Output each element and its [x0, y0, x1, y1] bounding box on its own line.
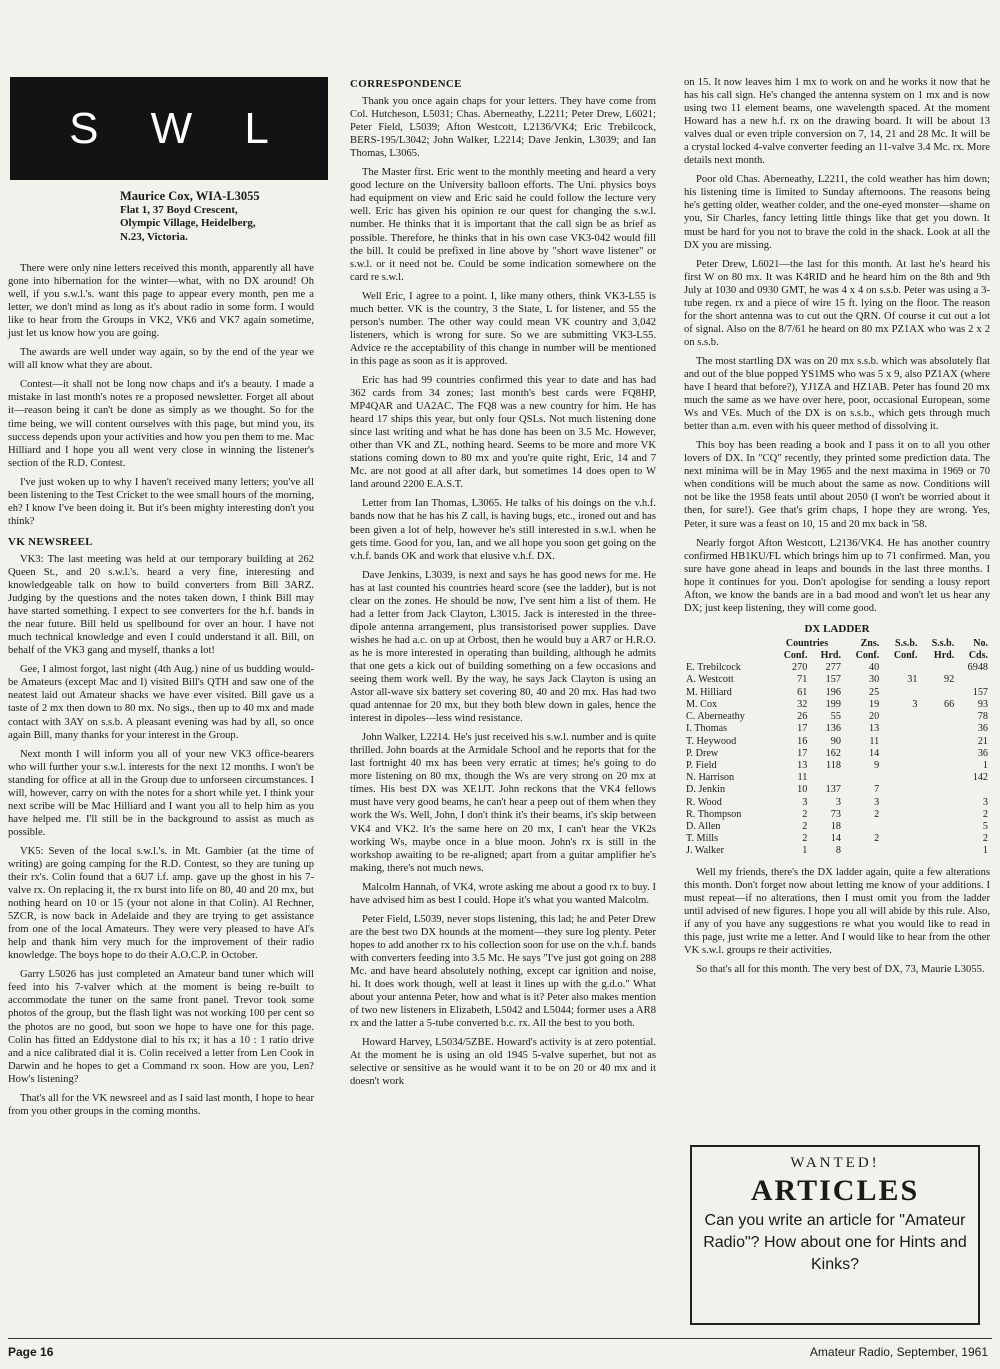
- paragraph: Howard Harvey, L5034/5ZBE. Howard's activity is at zero potential. At the moment he is using an old 1945 5-valve superhet, but not as selective or sensitive as he would want it to be on 20 or 40 mx and it doesn't work: [350, 1037, 656, 1088]
- ladder-value-cell: 137: [825, 784, 841, 796]
- table-row: [684, 662, 990, 674]
- ladder-value-cell: [919, 833, 956, 845]
- ladder-name-cell: J. Walker: [686, 845, 725, 857]
- ladder-value-cell: 9: [874, 759, 880, 771]
- ladder-name-cell: T. Heywood: [686, 735, 737, 747]
- ladder-value-cell: 8: [835, 845, 841, 857]
- ladder-value-cell: 20: [869, 711, 880, 723]
- table-header-cell: Hrd.: [933, 650, 955, 662]
- ladder-value-cell: 18: [830, 820, 841, 832]
- table-header-cell: Conf.: [783, 650, 808, 662]
- table-header-row: [684, 638, 990, 650]
- paragraph: John Walker, L2214. He's just received his s.w.l. number and is quite thrilled. John boards at the Armidale School and he reports that for the last fortnight 40 mx has been very erratic at times; he's going to do more listening on 80 mx, though the Ws are very strong on 20 mx at times. His best DX was XE1JT. John reckons that the VK4 fellows must have very good beams, he can't hear a peep out of them when they work the Ws. Well, John, I don't think it's their beams, it's skip between VK4 and VK2. It's the same here on 20 mx, I can't hear the VK2s working Ws, maybe once in a blue moon. John's rx is still in the workshop awaiting to be re-aligned; apart from a guitar amplifier he's making, there's not much news.: [350, 732, 656, 874]
- ladder-value-cell: 2: [802, 820, 808, 832]
- table-header-cell: S.s.b.: [894, 637, 918, 649]
- ladder-value-cell: 136: [825, 723, 841, 735]
- ladder-value-cell: [881, 687, 919, 699]
- ladder-value-cell: 40: [869, 662, 880, 674]
- wanted-text: Can you write an article for "Amateur Radio"? How about one for Hints and Kinks?: [703, 1212, 967, 1273]
- section-title: S W L: [10, 77, 328, 180]
- ladder-value-cell: [919, 821, 956, 833]
- table-row: [684, 760, 990, 772]
- ladder-value-cell: 2: [874, 833, 880, 845]
- ladder-value-cell: 1: [982, 845, 988, 857]
- ladder-value-cell: [881, 833, 919, 845]
- ladder-value-cell: 13: [869, 723, 880, 735]
- ladder-name-cell: R. Wood: [686, 796, 722, 808]
- column-1: [8, 262, 314, 1124]
- ladder-value-cell: 2: [874, 808, 880, 820]
- ladder-value-cell: 25: [869, 686, 880, 698]
- ladder-value-cell: [919, 723, 956, 735]
- table-header-cell: No.: [973, 637, 988, 649]
- ladder-value-cell: [881, 809, 919, 821]
- paragraph: Peter Drew, L6021—the last for this month. At last he's heard his first W on 80 mx. It was K4RID and he heard him on the 8th and 9th July at 1030 and 0930 GMT, he was 4 x 4 on s.s.b. Peter was using a 3-tube regen. rx and a piece of wire 15 ft. lying on the floor. The reason for the short antenna was to cut out the QRN. Of course it cut out a lot of signal. Also on the 8/7/61 he heard on 80 mx PZ1AX who was 2 x 2 on s.s.b.: [684, 258, 990, 348]
- ladder-value-cell: 11: [869, 735, 880, 747]
- dx-ladder-title: DX LADDER: [804, 622, 870, 635]
- page-number: Page 16: [8, 1345, 54, 1359]
- paragraph: Dave Jenkins, L3039, is next and says he has good news for me. He has at last counted his countries heard score (see the ladder), but is not clear on the zones. He should be now, I've sent him a list of them. He had a letter from Jack Clayton, L3015. Jack is interested in the three-dipole antenna arrangement, plus transistorised power supplies. Dave wishes he had a.c. on up at Orbost, then he would buy a AR7 or H.R.O. as he is more interested in operating than building, although he admits that one gets a kick out of building something on a few occasions and seeing them work well. By the way, he says Jack Clayton is using an Astor all-wave six battery set covering 80, 40 and 20 mx. Has had two quad antennae for 20 mx, but they both blew down in gales, hence the interest in dipoles—less wind resistance.: [350, 569, 656, 725]
- articles-heading: ARTICLES: [750, 1174, 920, 1207]
- ladder-value-cell: 196: [825, 686, 841, 698]
- ladder-value-cell: 2: [982, 808, 988, 820]
- publication-line: Amateur Radio, September, 1961: [809, 1345, 988, 1359]
- table-row: [684, 687, 990, 699]
- ladder-value-cell: 2: [802, 833, 808, 845]
- ladder-value-cell: [843, 821, 881, 833]
- paragraph: The awards are well under way again, so by the end of the year we will all know what they are about.: [8, 347, 314, 372]
- ladder-value-cell: [956, 674, 990, 686]
- ladder-value-cell: 11: [797, 772, 808, 784]
- table-header-cell: [684, 638, 771, 650]
- paragraph: Nearly forgot Afton Westcott, L2136/VK4. He has another country confirmed HB1KU/FL which brings him up to 71 confirmed. Man, you sure have gone ahead in leaps and bounds in the last three months. I hope it continues for you. Don't apologise for sending a lousy report Afton, we know the bands are in a bad mood and won't let us hear any DX; just keep listening, they will come good.: [684, 537, 990, 614]
- ladder-value-cell: 3: [835, 796, 841, 808]
- paragraph: That's all for the VK newsreel and as I said last month, I hope to hear from you other groups in the coming months.: [8, 1092, 314, 1117]
- paragraph: Gee, I almost forgot, last night (4th Aug.) nine of us budding would-be Amateurs (except Mac and I) visited Bill's QTH and saw one of the neatest laid out Amateur shacks we have ever visited. Bill gave us a taste of 2 mx then down to 80 mx. No sigs., then up to 40 mx and made contact with 3AY on s.s.b. A pleasant evening was had by all, so once again Bill, many thanks for your interest in the Group.: [8, 664, 314, 741]
- ladder-value-cell: 78: [977, 711, 988, 723]
- ladder-name-cell: D. Jenkin: [686, 784, 726, 796]
- ladder-value-cell: 162: [825, 747, 841, 759]
- column-2: [350, 76, 656, 1094]
- table-row: [684, 699, 990, 711]
- author-block: [120, 190, 340, 244]
- paragraph: Poor old Chas. Aberneathy, L2211, the cold weather has him down; his listening time is limited to Sunday afternoons. The reasons being he's getting older, weather colder, and the one-eyed monster—shame on you, Sir Charles, fancy letting little things like that get you down. It must be hard for you not to brave the cold in the shack. Look at all the DX you are missing.: [684, 174, 990, 251]
- ladder-value-cell: 157: [825, 674, 841, 686]
- wanted-articles-box: [690, 1145, 980, 1325]
- table-header-cell: Countries: [785, 637, 829, 649]
- ladder-value-cell: 17: [797, 723, 808, 735]
- ladder-value-cell: 14: [869, 747, 880, 759]
- ladder-value-cell: [881, 772, 919, 784]
- ladder-value-cell: [919, 748, 956, 760]
- ladder-value-cell: 36: [977, 747, 988, 759]
- ladder-name-cell: M. Hilliard: [686, 686, 732, 698]
- ladder-value-cell: [881, 748, 919, 760]
- ladder-value-cell: [919, 760, 956, 772]
- column-3: [684, 76, 990, 982]
- paragraph: I've just woken up to why I haven't received many letters; you've all been listening to the Test Cricket to the wee small hours of the morning, eh? I know I've been doing it. But it's been mighty interesting don't you think?: [8, 476, 314, 527]
- ladder-value-cell: 14: [830, 833, 841, 845]
- paragraph: VK3: The last meeting was held at our temporary building at 262 Queen St., and 20 s.w.l.'s. heard a very fine, interesting and knowledgeable talk on how to build converters from Bill 3ARZ. Judging by the questions and the notes taken down, I think Bill may have started something. I expect to see converters for the h.f. bands in the near future. Bill held us spellbound for over an hour. I have not much technical knowledge and even I could understand it all. Bill, on behalf of the VK3 gang and myself, thanks a lot!: [8, 553, 314, 657]
- ladder-value-cell: 92: [944, 674, 955, 686]
- ladder-name-cell: R. Thompson: [686, 808, 742, 820]
- ladder-value-cell: 1: [802, 845, 808, 857]
- ladder-value-cell: [919, 809, 956, 821]
- ladder-value-cell: 90: [830, 735, 841, 747]
- ladder-value-cell: 3: [874, 796, 880, 808]
- paragraph: Letter from Ian Thomas, L3065. He talks of his doings on the v.h.f. bands now that he has his Z call, is having bugs, etc., ironed out and has been given a lot of help, however he's still interested in s.w.l. when he gets time. Good for you, Ian, and we all hope you soon get going on the v.h.f. bands OK and work that elusive v.h.f. DX.: [350, 498, 656, 562]
- ladder-value-cell: [881, 784, 919, 796]
- ladder-name-cell: A. Westcott: [686, 674, 734, 686]
- ladder-value-cell: 32: [797, 698, 808, 710]
- ladder-value-cell: [919, 845, 956, 857]
- ladder-value-cell: 3: [982, 796, 988, 808]
- ladder-value-cell: 7: [874, 784, 880, 796]
- ladder-value-cell: 6948: [967, 662, 988, 674]
- ladder-value-cell: 26: [797, 711, 808, 723]
- paragraph: Peter Field, L5039, never stops listening, this lad; he and Peter Drew are the best two DX hounds at the moment—they sure log plenty. Peter hopes to add another rx to his collection soon for use on the v.h.f. bands with converters feeding into 3.5 Mc. He says "I've just got going on 288 Mc. and have heard absolutely nothing, except car ignition and noise, hi. It does work though, well at least it lines up with the g.d.o." What about your antenna Peter, how and what is it? Peter also makes mention of two new listeners in Elizabeth, L5042 and L5044; former uses a AR8 rx and the latter a 5-tube converted b.c. rx. All the best to you both.: [350, 913, 656, 1030]
- ladder-name-cell: M. Cox: [686, 698, 718, 710]
- ladder-value-cell: 31: [907, 674, 918, 686]
- paragraph: Contest—it shall not be long now chaps and it's a beauty. I made a mistake in last month's notes re a proposed newsletter. Forget all about it—reason being it can't be done as simply as we thought. So for the time being, we will content ourselves with this page, but mind you, its success depends upon your activities and how you pen them to me. Mac Hilliard and I hope you all went very close in winning the listener's section of the R.D. Contest.: [8, 379, 314, 469]
- table-header-cell: Conf.: [855, 650, 880, 662]
- author-address-2: Olympic Village, Heidelberg,: [120, 217, 256, 229]
- ladder-name-cell: D. Allen: [686, 820, 721, 832]
- ladder-value-cell: 3: [802, 796, 808, 808]
- ladder-name-cell: N. Harrison: [686, 772, 735, 784]
- section-heading: VK NEWSREEL: [8, 535, 93, 548]
- table-header-cell: Cds.: [968, 650, 988, 662]
- dx-ladder-table: [684, 638, 990, 858]
- table-row: [684, 809, 990, 821]
- paragraph: on 15. It now leaves him 1 mx to work on and he works it now that he has his call sign. He's changed the antenna system on 1 mx and is now using two 11 element beams, one wavelength spaced. At the moment Howard has a new h.f. rx on the drawing board. It will be about 13 valves dual or even triple conversion on 7, 14, 21 and 28 Mc. It will be a crystal locked 4-valve converter feeding an 11-valve 3.4 Mc. rx. More details next month.: [684, 77, 990, 167]
- table-row: [684, 845, 990, 857]
- author-address-3: N.23, Victoria.: [120, 230, 188, 243]
- ladder-value-cell: 36: [977, 723, 988, 735]
- paragraph: So that's all for this month. The very best of DX, 73, Maurie L3055.: [696, 963, 985, 975]
- table-header-cell: S.s.b.: [931, 637, 955, 649]
- table-row: [684, 833, 990, 845]
- ladder-value-cell: 71: [797, 674, 808, 686]
- paragraph: Well my friends, there's the DX ladder again, quite a few alterations this month. Don't forget now about letting me know of your additions. I must repeat—if no alterations, then I must omit you from the ladder until advised of new figures. I hope you all will abide by this rule. Also, if any of you have any suggestions re what you would like to read in this page, just write me a letter. And I would like to hear from the other VK s.w.l. groups re their activities.: [684, 866, 990, 956]
- paragraph: This boy has been reading a book and I pass it on to all you other lovers of DX. In "CQ" recently, they printed some prediction data. The next minima will be in May 1965 and the next maxima in 1969 or 70 when conditions will be much about the same as now. Conditions will not be like the 1958 feats until about 2050 (I won't be worried about it then, for sure!). Gee that's grim chaps, I hope they are wrong. Yes, Peter, it sure was a feast on 10, 15 and 20 mx back in '58.: [684, 440, 990, 530]
- paragraph: The Master first. Eric went to the monthly meeting and heard a very good lecture on the University balloon efforts. The Uni. physics boys had equipment on view and Eric said he could follow the lecture very well. Eric has given his opinion re our quest for changing the s.w.l. number. He thinks that it is important that the call sign be as brief as possible. Therefore, he thinks that in his own case VK3-042 would fill the bill. It could be prefixed in line above by "short wave listener" or s.w.l. or it need not be. Could be some indication somewhere on the card re s.w.l.: [350, 167, 656, 283]
- table-header-cell: Zns.: [860, 637, 880, 649]
- paragraph: Eric has had 99 countries confirmed this year to date and has had 362 cards from 34 zones; last month's best cards were FQ8HP, MP4QAR and UA2AC. The FQ8 was a new country for him. He has heard 17 ships this year, but only four QSLs. Not much listening done since last writing and what he has done has been on 3.5 Mc. However, other than VK and ZL, nothing heard. Seems to be more and more VK stations coming down to 80 mx and you're quite right, Eric, 14 and 7 Mc. are not good at all after dark, but sometimes 14 does open to W land around 2200 E.A.S.T.: [350, 374, 656, 491]
- ladder-value-cell: 66: [944, 698, 955, 710]
- table-row: [684, 821, 990, 833]
- paragraph: There were only nine letters received this month, apparently all have gone into hibernation for the winter—what, with no DX around! Oh well, if you s.w.l.'s. want this page to appear every month, pen me a letter, we don't mind as long as it's about radio in some form. I would like to hear from the Groups in VK2, VK6 and VK7 again sometime, just let us know how you are going.: [8, 263, 314, 340]
- paragraph: Garry L5026 has just completed an Amateur band tuner which will feed into his 7-valver which at the moment is being re-built to accommodate the tuner on the same front panel. Trevor took some photos of the group, but the flash light was not working 100 per cent so the photos are no good, but soon we hope to have one for this page. Colin has fitted an Eddystone dial to his rx; it has a 10 : 1 ratio drive and a nice calibrated dial it is. Colin received a letter from Len Cook in Darwin and he hopes to get a Command rx soon. How are you, Len? How's listening?: [8, 969, 314, 1085]
- ladder-name-cell: T. Mills: [686, 833, 719, 845]
- ladder-name-cell: P. Drew: [686, 747, 719, 759]
- section-heading: CORRESPONDENCE: [350, 78, 462, 90]
- ladder-value-cell: 2: [982, 833, 988, 845]
- ladder-value-cell: [881, 736, 919, 748]
- ladder-value-cell: [919, 687, 956, 699]
- table-row: [684, 797, 990, 809]
- ladder-value-cell: [881, 662, 919, 674]
- paragraph: The most startling DX was on 20 mx s.s.b. which was absolutely flat and out of the blue popped YS1MS who was 5 x 9, also PZ1AX (where have I heard that before?), YJ1ZA and HZ1AB. Peter has found 20 mx much the same as we have over here, poor, occasional European, some Ws and VEs. Much of the DX is on s.s.b., which gets through much better than a.m. even with his queer method of dissolving it.: [684, 355, 990, 433]
- ladder-value-cell: 16: [797, 735, 808, 747]
- ladder-value-cell: 3: [912, 698, 918, 710]
- ladder-value-cell: 2: [802, 808, 808, 820]
- ladder-value-cell: [919, 736, 956, 748]
- ladder-value-cell: 10: [797, 784, 808, 796]
- wanted-heading: WANTED!: [790, 1155, 880, 1171]
- ladder-value-cell: 157: [972, 686, 988, 698]
- ladder-value-cell: [919, 797, 956, 809]
- table-row: [684, 784, 990, 796]
- ladder-value-cell: [881, 711, 919, 723]
- paragraph: Malcolm Hannah, of VK4, wrote asking me about a good rx to buy. I have advised him as best I could. Hope it's what you wanted Malcolm.: [350, 881, 656, 906]
- ladder-value-cell: 93: [977, 698, 988, 710]
- table-row: [684, 711, 990, 723]
- table-row: [684, 736, 990, 748]
- ladder-value-cell: [919, 711, 956, 723]
- paragraph: Well Eric, I agree to a point. I, like many others, think VK3-L55 is much better. VK is the country, 3 the State, L for listener, and 55 the person's number. The other way could mean VK country and 3,042 listeners, which is wrong for sure. So we are submitting VK3-L55. Advice re the acceptability of this change in number will be mentioned in this page as soon as it is approved.: [350, 290, 656, 367]
- table-row: [684, 772, 990, 784]
- ladder-value-cell: [919, 662, 956, 674]
- ladder-value-cell: [919, 772, 956, 784]
- footer-divider: [8, 1338, 992, 1339]
- ladder-name-cell: C. Aberneathy: [686, 711, 745, 723]
- ladder-value-cell: 73: [830, 808, 841, 820]
- ladder-value-cell: [881, 845, 919, 857]
- paragraph: Next month I will inform you all of your new VK3 office-bearers who will further your s.w.l. interests for the next 12 months. I won't be standing for office at all in the Group due to unforseen circumstances. I will, however, carry on with the notes for a short while yet. I think your next scribe will be Mac Hilliard and I want you all to help him as you have helped me. I'll still be in the background to assist as much as possible.: [8, 748, 314, 838]
- ladder-value-cell: [919, 784, 956, 796]
- ladder-value-cell: 21: [977, 735, 988, 747]
- ladder-value-cell: [881, 797, 919, 809]
- table-row: [684, 748, 990, 760]
- ladder-value-cell: 61: [797, 686, 808, 698]
- ladder-value-cell: 142: [972, 772, 988, 784]
- ladder-value-cell: [956, 784, 990, 796]
- ladder-value-cell: 1: [982, 759, 988, 771]
- table-row: [684, 723, 990, 735]
- ladder-value-cell: 19: [869, 698, 880, 710]
- ladder-value-cell: 118: [826, 759, 841, 771]
- ladder-value-cell: [881, 723, 919, 735]
- ladder-value-cell: 30: [869, 674, 880, 686]
- ladder-value-cell: 270: [792, 662, 808, 674]
- author-name: Maurice Cox, WIA-L3055: [120, 189, 260, 203]
- ladder-value-cell: 5: [982, 820, 988, 832]
- ladder-value-cell: 55: [830, 711, 841, 723]
- table-header-row: [684, 650, 990, 662]
- ladder-value-cell: 199: [825, 698, 841, 710]
- ladder-value-cell: [843, 845, 881, 857]
- table-header-cell: Hrd.: [820, 650, 841, 662]
- ladder-value-cell: [881, 760, 919, 772]
- ladder-value-cell: [843, 772, 881, 784]
- ladder-value-cell: [809, 772, 843, 784]
- table-row: [684, 674, 990, 686]
- ladder-name-cell: P. Field: [686, 759, 717, 771]
- ladder-name-cell: E. Trebilcock: [686, 662, 741, 674]
- paragraph: VK5: Seven of the local s.w.l.'s. in Mt. Gambier (at the time of writing) are going camping for the R.D. Contest, so they are tuning up their rx's. Colin found that a 6U7 i.f. amp. gave up the ghost in his 7-valve rx. On replacing it, the rx burst into life on 80, 40 and 20 mx, but nothing heard on 10 or 15 (your not alone in that Colin). Al Rechner, 5ZCR, is now back in Adelaide and they are trying to get assistance from one of the local Amateurs. They were very pleased to have Al's help and thank him very much for the improvement of their radio knowledge. The boys hope to do their A.O.C.P. in October.: [8, 845, 314, 962]
- ladder-value-cell: 13: [797, 759, 808, 771]
- ladder-value-cell: 277: [825, 662, 841, 674]
- table-header-cell: [684, 650, 771, 662]
- ladder-value-cell: 17: [797, 747, 808, 759]
- table-header-cell: Conf.: [893, 650, 918, 662]
- author-address-1: Flat 1, 37 Boyd Crescent,: [120, 203, 238, 216]
- ladder-value-cell: [881, 821, 919, 833]
- paragraph: Thank you once again chaps for your letters. They have come from Col. Hutcheson, L5031; Chas. Aberneathy, L2211; Peter Drew, L6021; Peter Field, L5039; Afton Westcott, L2136/VK4; Eric Trebilcock, BERS-195/L3042; John Walker, L2214; Dave Jenkin, L3039; and Ian Thomas, L3065.: [350, 96, 656, 160]
- ladder-name-cell: I. Thomas: [686, 723, 728, 735]
